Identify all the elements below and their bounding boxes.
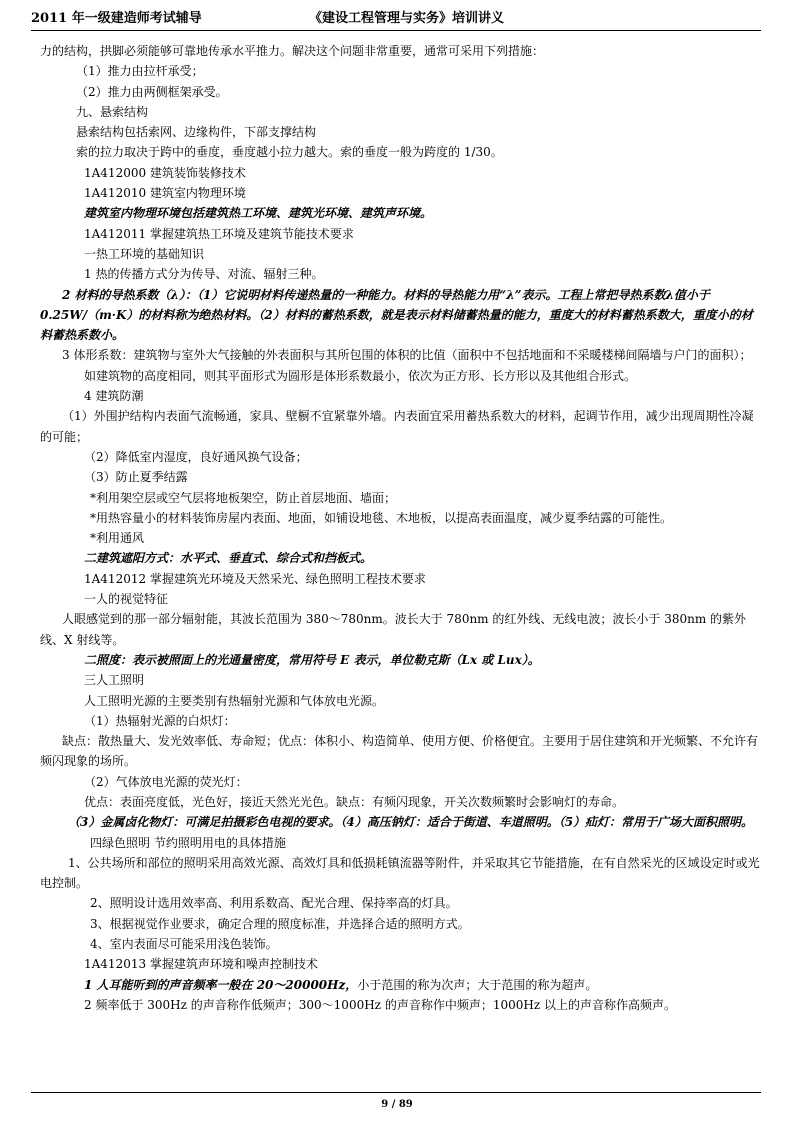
paragraph: （2）气体放电光源的荧光灯： — [84, 774, 248, 789]
paragraph: 2 频率低于 300Hz 的声音称作低频声；300～1000Hz 的声音称作中频声；1000Hz 以上的声音称作高频声。 — [84, 997, 676, 1012]
section-heading: 1A412013 掌握建筑声环境和噪声控制技术 — [84, 957, 318, 972]
section-heading: 1A412010 建筑室内物理环境 — [84, 186, 246, 201]
list-item: 4、室内表面尽可能采用浅色装饰。 — [90, 937, 278, 952]
paragraph — [62, 975, 760, 995]
paragraph: 优点：表面亮度低，光色好，接近天然光光色。缺点：有频闪现象，开关次数频繁时会影响灯的寿命。 — [84, 794, 625, 809]
paragraph: 人眼感觉到的那一部分辐射能，其波长范围为 380～780nm。波长大于 780nm 的红外线、无线电波；波长小于 380nm 的紫外线、X 射线等。 — [40, 612, 747, 647]
key-point: 二照度：表示被照面上的光通量密度，常用符号 E 表示，单位勒克斯（Lx 或 Lux）。 — [84, 652, 540, 667]
page-number: 9 / 89 — [381, 1099, 413, 1110]
section-heading: 1A412012 掌握建筑光环境及天然采光、绿色照明工程技术要求 — [84, 571, 426, 586]
paragraph-text: 小于范围的称为次声；大于范围的称为超声。 — [357, 977, 598, 992]
header-divider — [31, 30, 761, 31]
paragraph: 1 热的传播方式分为传导、对流、辐射三种。 — [84, 267, 324, 282]
section-heading: 一热工环境的基础知识 — [84, 246, 205, 261]
paragraph: （2）降低室内湿度，良好通风换气设备； — [84, 449, 308, 464]
paragraph: 1、公共场所和部位的照明采用高效光源、高效灯具和低损耗镇流器等附件，并采取其它节能措施，在有自然采光的区域设定时或光电控制。 — [40, 855, 760, 891]
key-point: 建筑室内物理环境包括建筑热工环境、建筑光环境、建筑声环境。 — [84, 206, 433, 221]
paragraph: （1）推力由拉杆承受； — [76, 64, 204, 79]
paragraph: （1）外围护结构内表面气流畅通，家具、壁橱不宜紧靠外墙。内表面宜采用蓄热系数大的材料，起调节作用，减少出现周期性冷凝的可能； — [40, 409, 754, 444]
section-heading: 九、悬索结构 — [76, 104, 149, 119]
bullet-item: *利用通风 — [90, 531, 145, 546]
header-book-title: 《建设工程管理与实务》培训讲义 — [309, 11, 505, 26]
section-heading: 三人工照明 — [84, 673, 145, 688]
paragraph: 力的结构，拱脚必须能够可靠地传承水平推力。解决这个问题非常重要，通常可采用下列措施： — [40, 44, 545, 58]
page-header — [31, 3, 761, 29]
header-course-title: 2011 年一级建造师考试辅导 — [31, 11, 202, 26]
bullet-item: *用热容量小的材料装饰房屋内表面、地面，如铺设地毯、木地板，以提高表面温度，减少夏季结露的可能性。 — [90, 510, 673, 525]
key-phrase: 1 人耳能听到的声音频率一般在 20～20000Hz， — [84, 977, 358, 992]
list-item: 3、根据视觉作业要求，确定合理的照度标准，并选择合适的照明方式。 — [90, 916, 470, 931]
paragraph: 缺点：散热量大、发光效率低、寿命短；优点：体积小、构造简单、使用方便、价格便宜。主要用于居住建筑和开光频繁、不允许有频闪现象的场所。 — [40, 734, 759, 769]
key-point: （3）金属卤化物灯：可满足拍摄彩色电视的要求。（4）高压钠灯：适合于街道、车道照明。（5）疝灯：常用于广场大面积照明。 — [68, 815, 754, 830]
footer-divider — [31, 1092, 761, 1093]
paragraph: 如建筑物的高度相同，则其平面形式为圆形是体形系数最小，依次为正方形、长方形以及其他组合形式。 — [84, 368, 637, 383]
paragraph: 人工照明光源的主要类别有热辐射光源和气体放电光源。 — [84, 693, 385, 708]
section-heading: 1A412000 建筑装饰装修技术 — [84, 165, 246, 180]
paragraph: 悬索结构包括索网、边缘构件，下部支撑结构 — [76, 125, 317, 140]
key-point: 二建筑遮阳方式：水平式、垂直式、综合式和挡板式。 — [84, 551, 373, 566]
section-heading: 四绿色照明 节约照明用电的具体措施 — [90, 835, 286, 850]
document-body — [40, 41, 760, 1015]
list-item: 2、照明设计选用效率高、利用系数高、配光合理、保持率高的灯具。 — [90, 896, 458, 911]
key-point: 2 材料的导热系数（λ）：（1）它说明材料传递热量的一种能力。材料的导热能力用“λ”表示。工程上常把导热系数λ值小于 0.25W/（m·K）的材料称为绝热材料。（2）材料的蓄热系数，就是表示材料储蓄热量的能力，重度大的材料蓄热系数大，重度小的材料蓄热系数小。 — [40, 287, 753, 343]
paragraph: （3）防止夏季结露 — [84, 470, 188, 485]
section-heading: 1A412011 掌握建筑热工环境及建筑节能技术要求 — [84, 226, 354, 241]
bullet-item: *利用架空层或空气层将地板架空，防止首层地面、墙面； — [90, 490, 397, 505]
paragraph: （1）热辐射光源的白炽灯： — [84, 713, 236, 728]
section-heading: 一人的视觉特征 — [84, 592, 169, 607]
paragraph: 索的拉力取决于跨中的垂度，垂度越小拉力越大。索的垂度一般为跨度的 1/30。 — [76, 145, 503, 160]
paragraph: 3 体形系数：建筑物与室外大气接触的外表面积与其所包围的体积的比值（面积中不包括地面和不采暖楼梯间隔墙与户门的面积）； — [62, 348, 752, 363]
section-heading: 4 建筑防潮 — [84, 389, 144, 404]
paragraph: （2）推力由两侧框架承受。 — [76, 84, 228, 99]
